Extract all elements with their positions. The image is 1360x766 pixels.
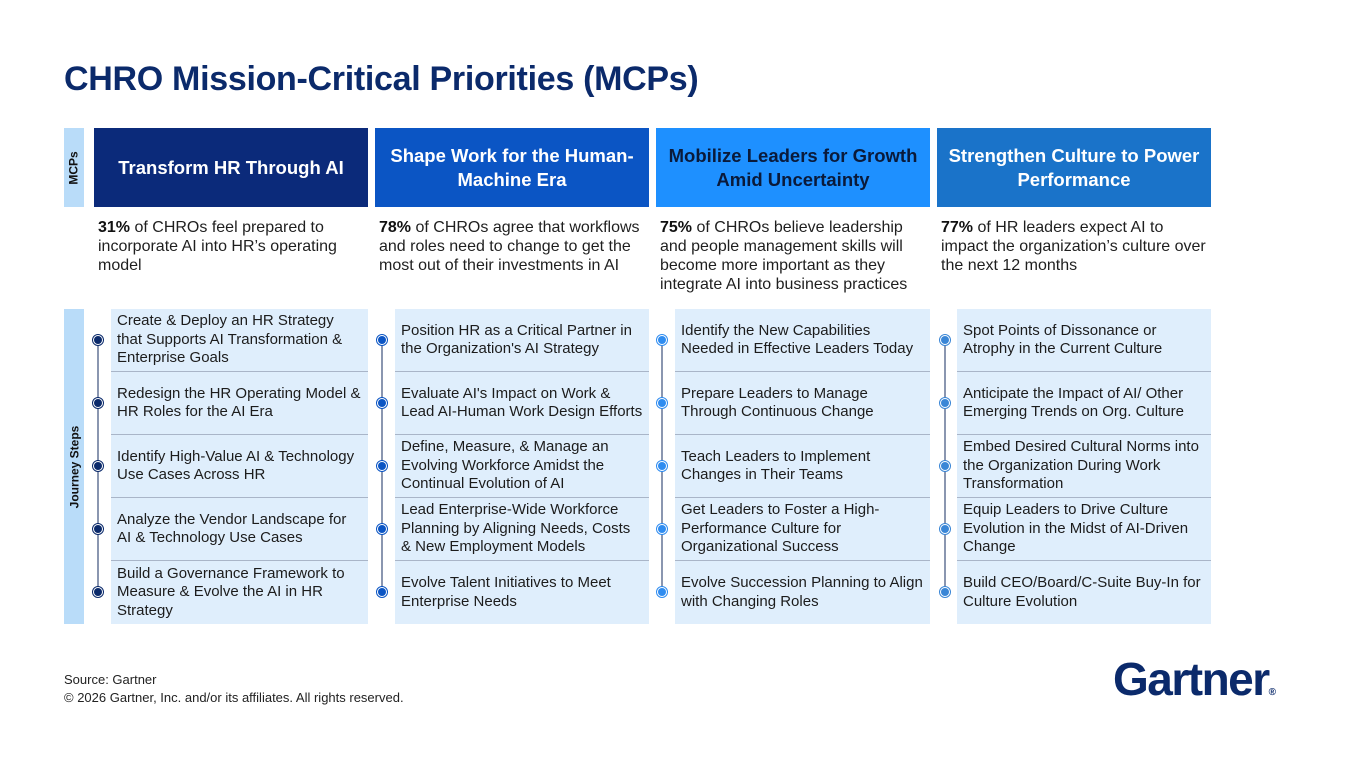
- timeline-dot-icon: [376, 460, 388, 472]
- stat-value: 75%: [660, 219, 693, 236]
- journey-step-label: Prepare Leaders to Manage Through Continuous Change: [681, 384, 874, 420]
- timeline-dot-fill: [941, 462, 949, 470]
- stat-text: of CHROs agree that workflows and roles need to change to get the most out of their investments in AI: [379, 219, 640, 274]
- stat-text: of CHROs believe leadership and people management skills will become more important as they integrate AI into business practices: [660, 219, 908, 293]
- timeline-dot-fill: [658, 399, 666, 407]
- timeline-dot-icon: [376, 334, 388, 346]
- timeline-dot-icon: [939, 460, 951, 472]
- journey-step-label: Create & Deploy an HR Strategy that Supports AI Transformation & Enterprise Goals: [117, 312, 343, 367]
- timeline-dot-icon: [939, 586, 951, 598]
- journey-step-label: Equip Leaders to Drive Culture Evolution in the Midst of AI-Driven Change: [963, 501, 1189, 556]
- timeline-dot-fill: [658, 525, 666, 533]
- timeline-dot-fill: [378, 336, 386, 344]
- timeline-dot-fill: [378, 462, 386, 470]
- timeline-dot-fill: [94, 399, 102, 407]
- journey-step: [395, 561, 649, 624]
- timeline-dot-fill: [941, 525, 949, 533]
- journey-step-label: Position HR as a Critical Partner in the Organization's AI Strategy: [401, 321, 632, 357]
- journey-step-label: Define, Measure, & Manage an Evolving Workforce Amidst the Continual Evolution of AI: [401, 438, 609, 493]
- journey-step: [395, 498, 649, 561]
- timeline-dot-fill: [378, 525, 386, 533]
- logo-text: Gartner: [1113, 653, 1269, 705]
- mcp-header-3: Mobilize Leaders for Growth Amid Uncertainty: [656, 128, 930, 207]
- journey-step-label: Spot Points of Dissonance or Atrophy in the Current Culture: [963, 321, 1163, 357]
- journey-step: [111, 372, 368, 435]
- journey-step: [957, 435, 1211, 498]
- journey-step: [675, 435, 930, 498]
- journey-step: [395, 372, 649, 435]
- mcp-stat-4: [937, 218, 1211, 275]
- source-note: Source: Gartner: [64, 672, 157, 687]
- journey-steps-column-3: [652, 309, 930, 624]
- journey-step: [111, 435, 368, 498]
- journey-step-label: Evaluate AI's Impact on Work & Lead AI-Human Work Design Efforts: [401, 384, 643, 420]
- timeline-dot-icon: [939, 397, 951, 409]
- journey-step-label: Identify High-Value AI & Technology Use Cases Across HR: [117, 447, 355, 483]
- journey-step: [111, 498, 368, 561]
- timeline-dot-icon: [939, 523, 951, 535]
- timeline-dot-fill: [94, 588, 102, 596]
- journey-step-label: Analyze the Vendor Landscape for AI & Technology Use Cases: [117, 510, 347, 546]
- timeline-dot-icon: [376, 523, 388, 535]
- timeline-dot-fill: [94, 336, 102, 344]
- timeline-dot-fill: [941, 399, 949, 407]
- journey-step: [395, 309, 649, 372]
- mcp-header-2: Shape Work for the Human-Machine Era: [375, 128, 649, 207]
- stat-value: 78%: [379, 219, 412, 236]
- timeline-dot-icon: [92, 334, 104, 346]
- timeline-dot-fill: [658, 462, 666, 470]
- journey-step: [111, 309, 368, 372]
- timeline-dot-icon: [656, 397, 668, 409]
- journey-steps-side-label: [64, 309, 84, 624]
- mcp-column-4: [937, 128, 1211, 275]
- mcp-header-4: Strengthen Culture to Power Performance: [937, 128, 1211, 207]
- mcps-label-text: MCPs: [67, 150, 81, 185]
- journey-step: [675, 309, 930, 372]
- journey-steps-column-4: [935, 309, 1211, 624]
- journey-step: [675, 498, 930, 561]
- timeline-dot-icon: [92, 586, 104, 598]
- gartner-logo: [1113, 652, 1276, 706]
- journey-step: [111, 561, 368, 624]
- mcp-stat-3: [656, 218, 930, 294]
- timeline-dot-fill: [378, 588, 386, 596]
- mcps-side-label: [64, 128, 84, 207]
- mcp-column-2: [375, 128, 649, 275]
- journey-step-label: Lead Enterprise-Wide Workforce Planning by Aligning Needs, Costs & New Employment Models: [401, 501, 631, 556]
- timeline-dot-icon: [939, 334, 951, 346]
- stat-value: 77%: [941, 219, 974, 236]
- journey-step: [957, 309, 1211, 372]
- timeline-dot-fill: [94, 525, 102, 533]
- copyright-note: © 2026 Gartner, Inc. and/or its affiliates. All rights reserved.: [64, 690, 404, 705]
- timeline-dot-fill: [658, 336, 666, 344]
- journey-step-label: Anticipate the Impact of AI/ Other Emerging Trends on Org. Culture: [963, 384, 1184, 420]
- timeline-dot-icon: [92, 523, 104, 535]
- page-title: CHRO Mission-Critical Priorities (MCPs): [64, 60, 699, 98]
- timeline-dot-fill: [378, 399, 386, 407]
- journey-step-label: Redesign the HR Operating Model & HR Roles for the AI Era: [117, 384, 361, 420]
- journey-step-label: Embed Desired Cultural Norms into the Organization During Work Transformation: [963, 438, 1199, 493]
- journey-steps-column-2: [372, 309, 649, 624]
- journey-step-label: Identify the New Capabilities Needed in Effective Leaders Today: [681, 321, 914, 357]
- timeline-dot-icon: [656, 334, 668, 346]
- journey-step: [395, 435, 649, 498]
- journey-step-label: Build CEO/Board/C-Suite Buy-In for Culture Evolution: [963, 574, 1201, 610]
- mcp-column-3: [656, 128, 930, 294]
- journey-step-label: Teach Leaders to Implement Changes in Their Teams: [681, 447, 871, 483]
- mcp-stat-2: [375, 218, 649, 275]
- timeline-dot-icon: [92, 460, 104, 472]
- journey-step: [957, 561, 1211, 624]
- journey-step-label: Build a Governance Framework to Measure & Evolve the AI in HR Strategy: [117, 564, 345, 619]
- journey-steps-column-1: [88, 309, 368, 624]
- timeline-dot-icon: [92, 397, 104, 409]
- mcp-header-1: Transform HR Through AI: [94, 128, 368, 207]
- timeline-dot-icon: [656, 586, 668, 598]
- timeline-dot-icon: [656, 523, 668, 535]
- timeline-dot-fill: [941, 588, 949, 596]
- journey-steps-label-text: Journey Steps: [67, 425, 82, 508]
- journey-step: [957, 498, 1211, 561]
- journey-step-label: Evolve Succession Planning to Align with Changing Roles: [681, 574, 923, 610]
- registered-mark-icon: ®: [1268, 687, 1277, 698]
- timeline-dot-icon: [376, 586, 388, 598]
- timeline-dot-icon: [376, 397, 388, 409]
- journey-step-label: Evolve Talent Initiatives to Meet Enterprise Needs: [401, 574, 611, 610]
- journey-step-label: Get Leaders to Foster a High-Performance Culture for Organizational Success: [681, 501, 880, 556]
- journey-step: [675, 561, 930, 624]
- stat-value: 31%: [98, 219, 131, 236]
- timeline-dot-fill: [94, 462, 102, 470]
- mcp-column-1: [94, 128, 368, 275]
- journey-step: [675, 372, 930, 435]
- mcp-stat-1: [94, 218, 368, 275]
- stat-text: of HR leaders expect AI to impact the organization’s culture over the next 12 months: [941, 219, 1206, 274]
- stat-text: of CHROs feel prepared to incorporate AI into HR’s operating model: [98, 219, 337, 274]
- timeline-dot-fill: [941, 336, 949, 344]
- journey-step: [957, 372, 1211, 435]
- timeline-dot-fill: [658, 588, 666, 596]
- footer: [64, 671, 404, 707]
- timeline-dot-icon: [656, 460, 668, 472]
